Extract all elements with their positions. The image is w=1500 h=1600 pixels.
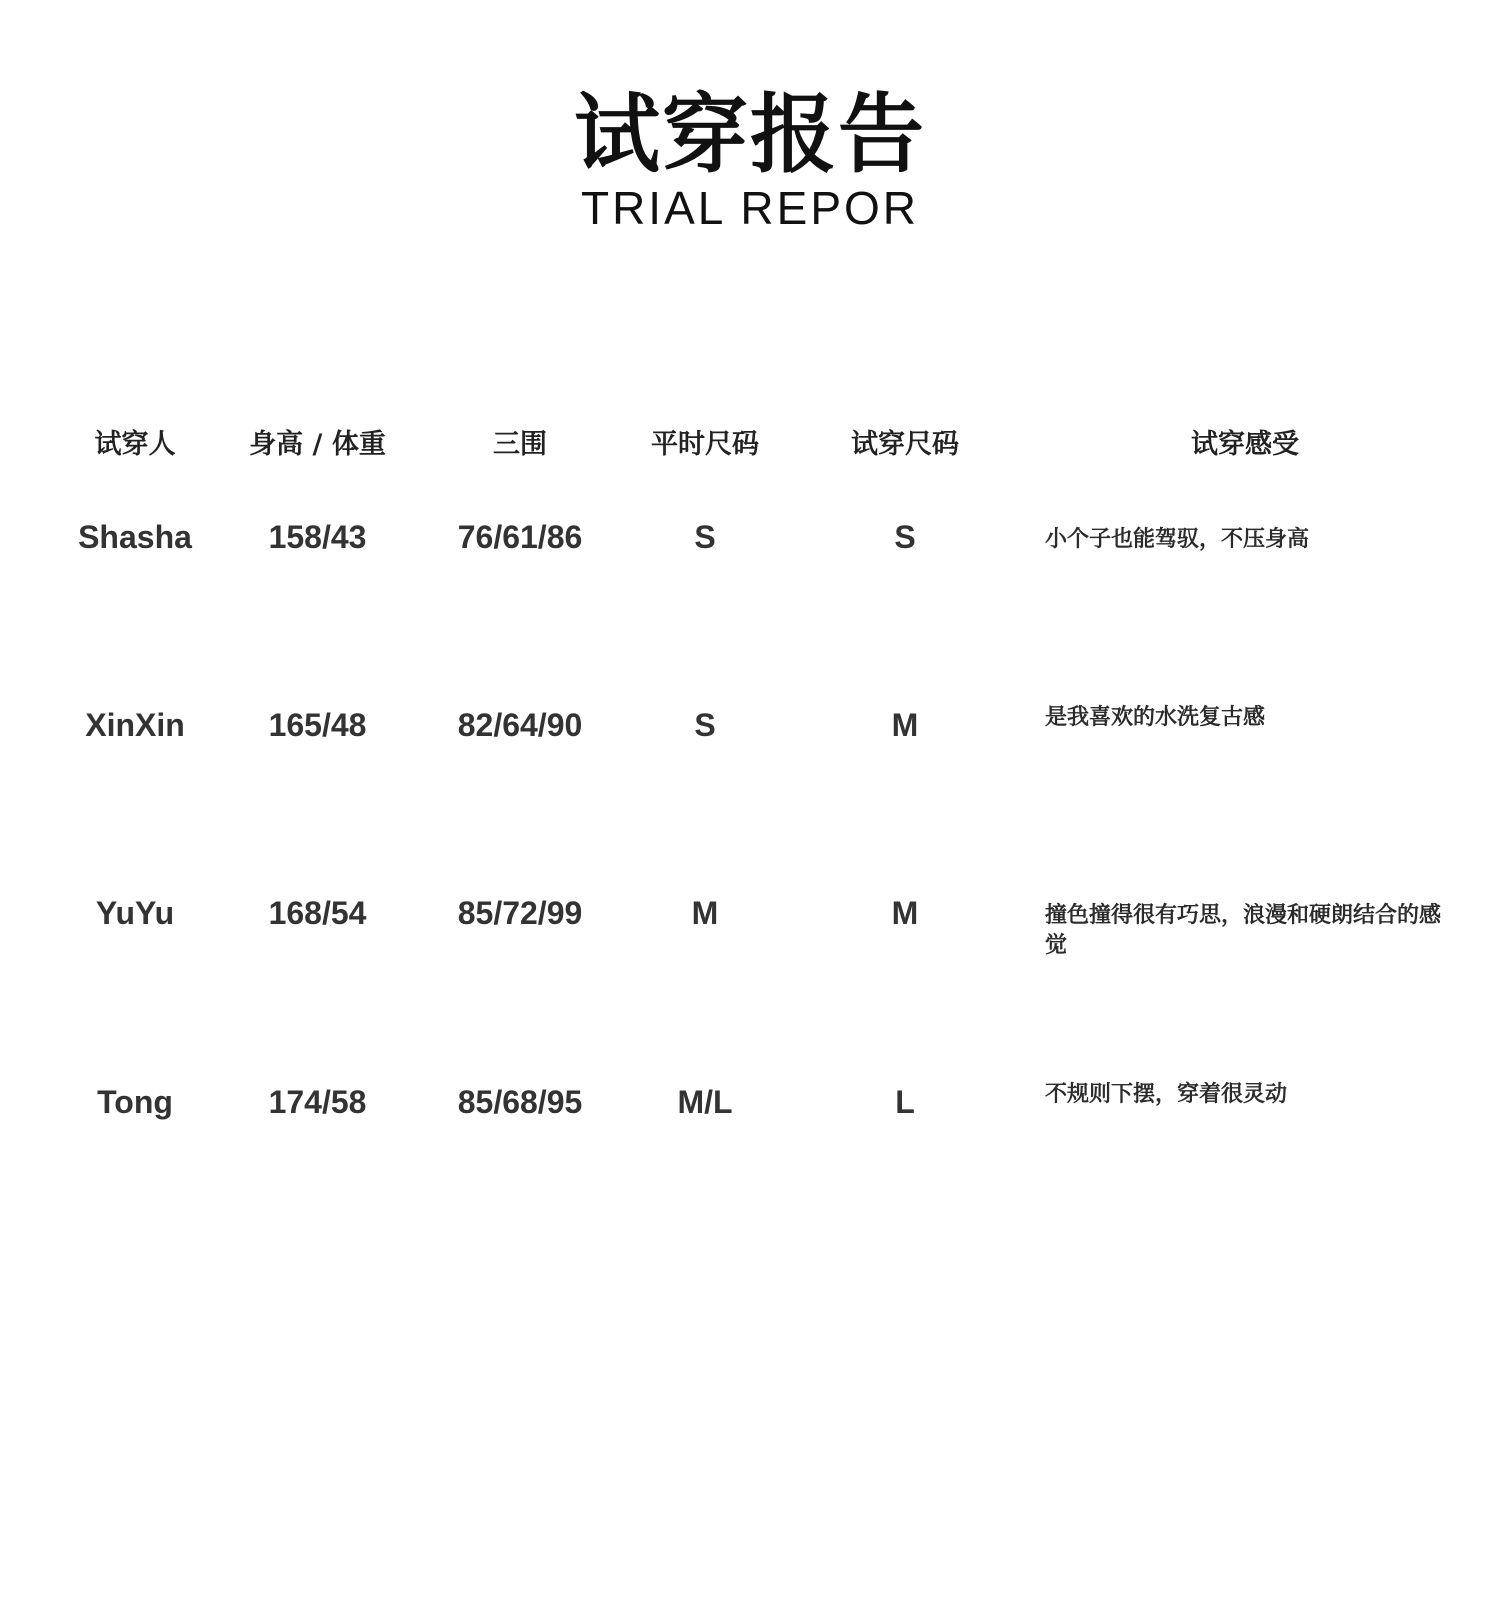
cell-height-weight: 165/48 [268,707,367,743]
cell-usual-size: M/L [677,1084,733,1120]
cell-usual-size: M [691,895,719,931]
cell-feedback: 是我喜欢的水洗复古感 [1045,705,1266,730]
header-trial-size: 试穿尺码 [851,429,959,460]
cell-trial-size: S [894,519,916,555]
cell-name: YuYu [95,895,175,931]
cell-height-weight: 168/54 [268,895,367,931]
cell-measurements: 76/61/86 [457,519,583,555]
header-feedback: 试穿感受 [1191,429,1299,460]
cell-trial-size: L [895,1084,915,1120]
cell-measurements: 85/68/95 [457,1084,583,1120]
cell-feedback: 不规则下摆，穿着很灵动 [1045,1082,1288,1107]
header-usual-size: 平时尺码 [651,429,759,460]
header-height-weight: 身高 / 体重 [249,429,386,460]
cell-name: Tong [97,1084,173,1120]
cell-trial-size: M [891,707,919,743]
cell-usual-size: S [694,707,716,743]
cell-name: Shasha [78,519,192,555]
cell-measurements: 85/72/99 [457,895,583,931]
cell-measurements: 82/64/90 [457,707,583,743]
cell-trial-size: M [891,895,919,931]
cell-feedback: 小个子也能驾驭，不压身高 [1045,527,1310,552]
header-measurements: 三围 [493,429,547,460]
cell-height-weight: 158/43 [268,519,367,555]
cell-name: XinXin [85,707,185,743]
page-title: 试穿报告 [574,85,926,185]
header-tester: 试穿人 [94,429,176,460]
cell-feedback: 撞色撞得很有巧思，浪漫和硬朗结合的感觉 [1045,903,1442,958]
page-subtitle: TRIAL REPOR [580,182,920,234]
cell-height-weight: 174/58 [268,1084,367,1120]
cell-usual-size: S [694,519,716,555]
